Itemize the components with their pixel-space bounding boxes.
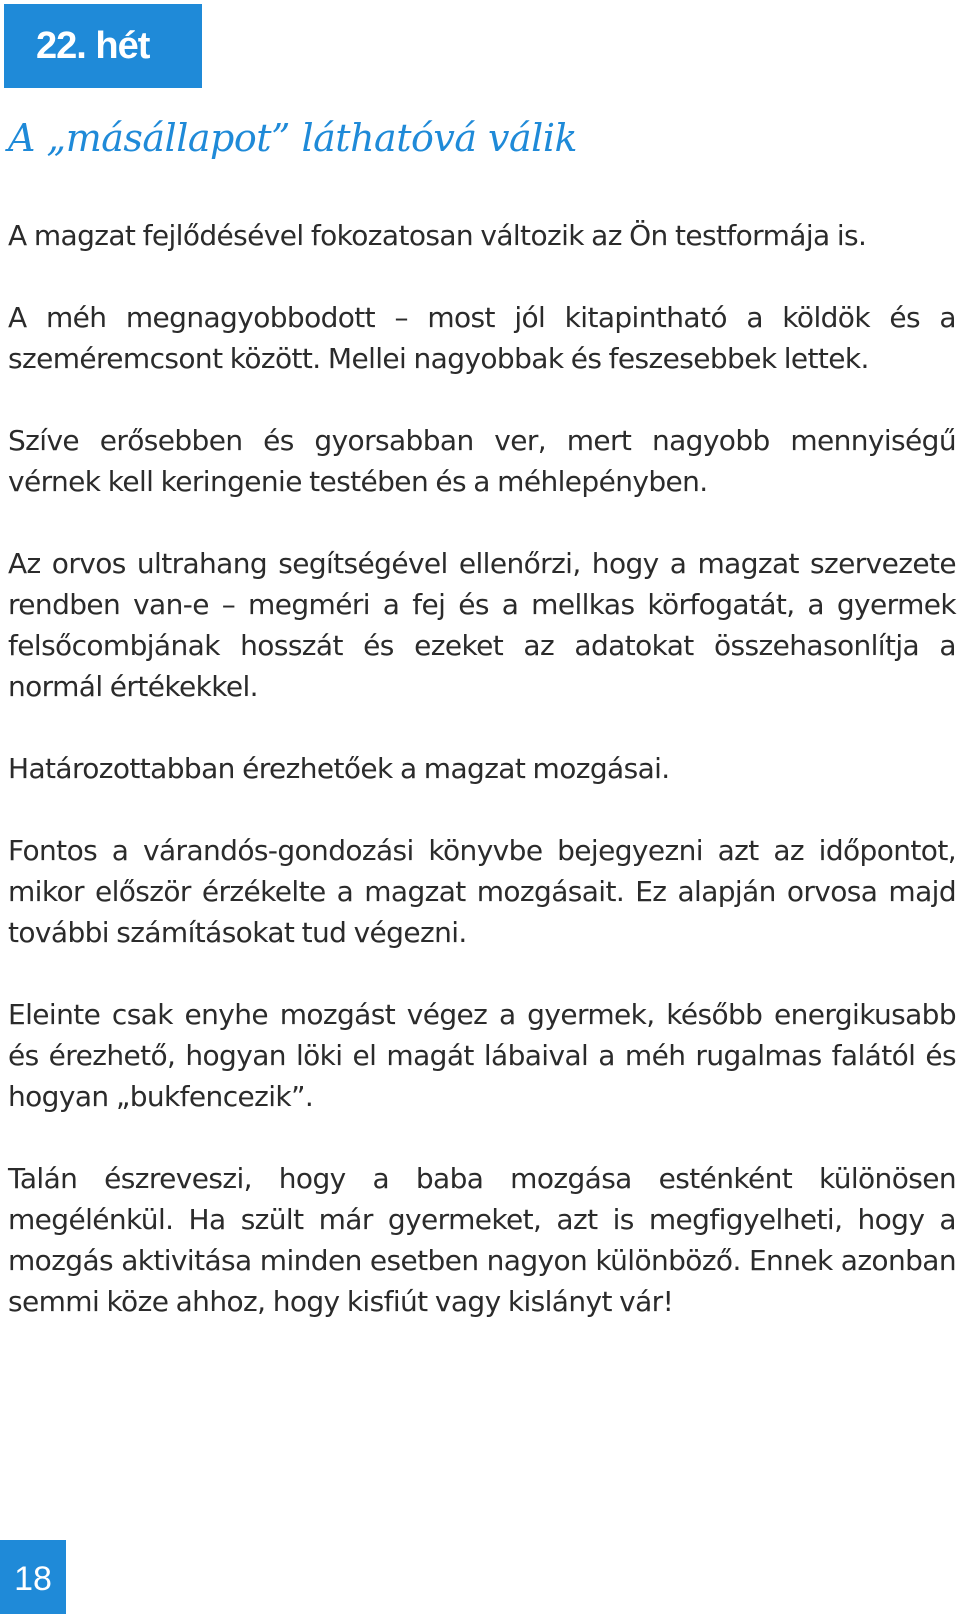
body-text (8, 215, 956, 1363)
paragraph-4: Az orvos ultrahang segítségével ellenőrzi, hogy a magzat szervezete rendben van-e – megméri a fej és a mellkas körfogatát, a gyermek felsőcombjának hosszát és ezeket az adatokat összehasonlítja a normál értékekkel. (8, 547, 956, 703)
paragraph-2: A méh megnagyobbodott – most jól kitapintható a köldök és a szeméremcsont között. Mellei nagyobbak és feszesebbek lettek. (8, 301, 956, 375)
paragraph-7: Eleinte csak enyhe mozgást végez a gyermek, később energikusabb és érezhető, hogyan löki el magát lábaival a méh rugalmas falától és hogyan „bukfencezik”. (8, 998, 956, 1113)
week-badge (4, 4, 202, 88)
page-number-badge (0, 1540, 66, 1614)
paragraph-5: Határozottabban érezhetőek a magzat mozgásai. (8, 752, 670, 785)
paragraph-1: A magzat fejlődésével fokozatosan változik az Ön testformája is. (8, 219, 867, 252)
paragraph-3: Szíve erősebben és gyorsabban ver, mert nagyobb mennyiségű vérnek kell keringenie testében és a méhlepényben. (8, 424, 956, 498)
page-number: 18 (14, 1560, 52, 1598)
section-subtitle: A „másállapot” láthatóvá válik (8, 116, 578, 160)
paragraph-8: Talán észreveszi, hogy a baba mozgása esténként különösen megélénkül. Ha szült már gyermeket, azt is megfigyelheti, hogy a mozgás aktivitása minden esetben nagyon különböző. Ennek azonban semmi köze ahhoz, hogy kisfiút vagy kislányt vár! (8, 1162, 956, 1318)
week-label: 22. hét (36, 25, 150, 67)
paragraph-6: Fontos a várandós-gondozási könyvbe bejegyezni azt az időpontot, mikor először érzékelte a magzat mozgásait. Ez alapján orvosa majd további számításokat tud végezni. (8, 834, 956, 949)
